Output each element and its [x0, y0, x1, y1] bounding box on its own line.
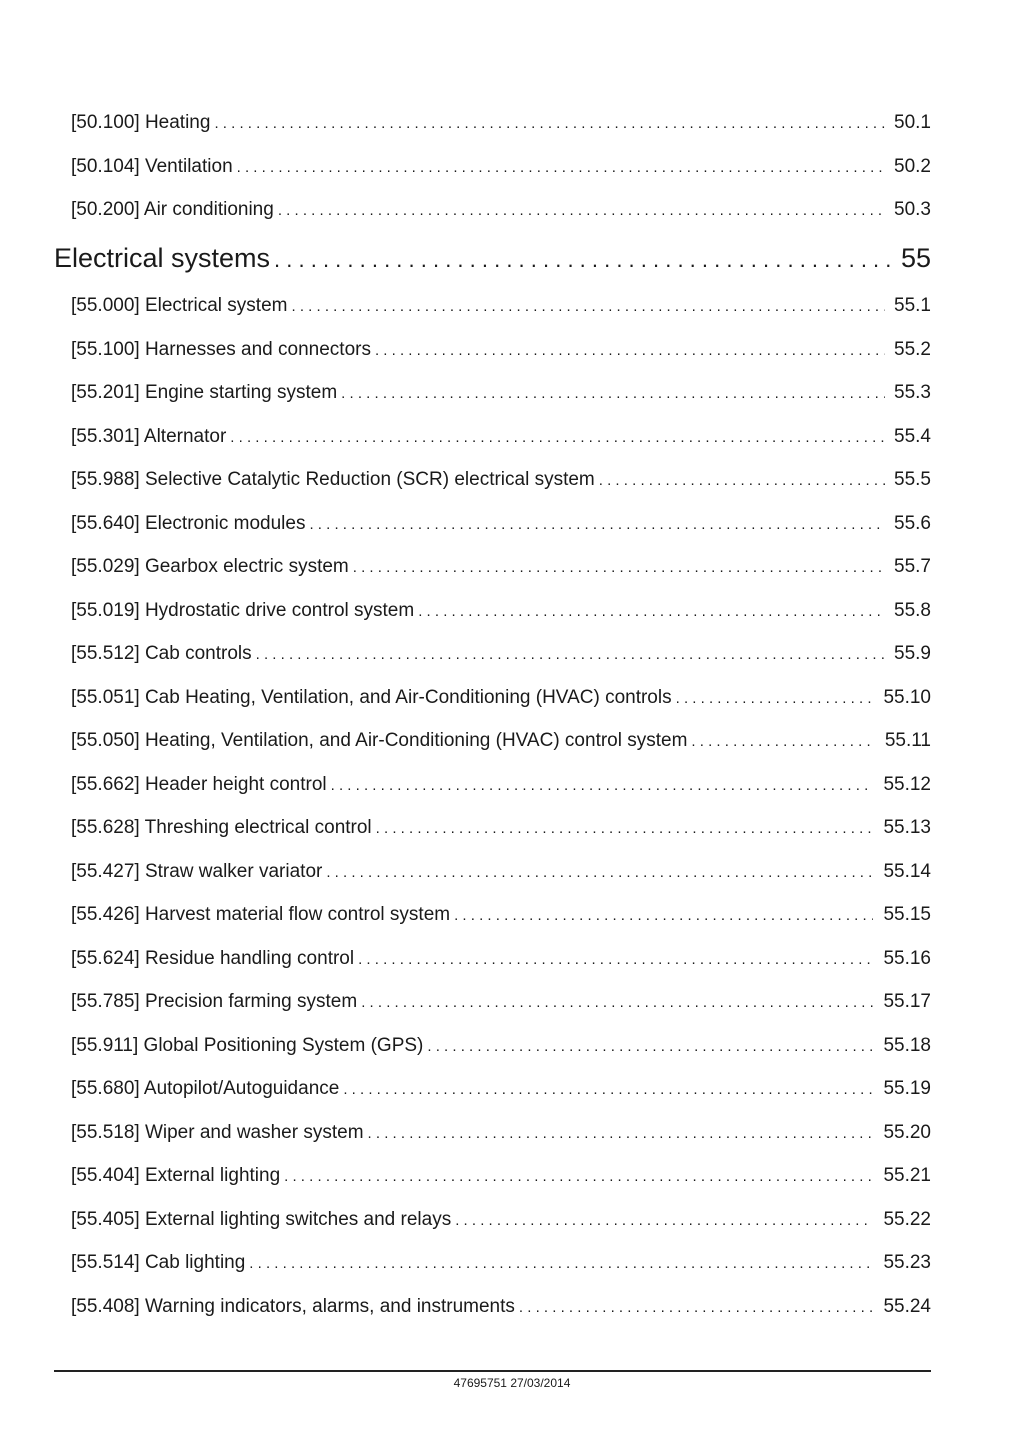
leader-dots — [326, 864, 873, 881]
toc-entry-page: 55.18 — [883, 1035, 931, 1056]
footer-divider — [54, 1370, 931, 1372]
leader-dots — [249, 1255, 873, 1272]
toc-entry-label: [55.628] Threshing electrical control — [71, 817, 372, 838]
toc-entry-page: 55.1 — [894, 295, 931, 316]
toc-entry-page: 55.9 — [894, 643, 931, 664]
toc-entry-page: 55.17 — [883, 991, 931, 1012]
toc-entry[interactable] — [71, 382, 931, 404]
footer-document-id: 47695751 27/03/2014 — [453, 1376, 571, 1390]
leader-dots — [341, 385, 885, 402]
toc-entry-label: [55.301] Alternator — [71, 426, 227, 447]
toc-entry-page: 55.10 — [883, 687, 931, 708]
toc-entry-label: [55.029] Gearbox electric system — [71, 556, 349, 577]
section-page: 55 — [900, 243, 931, 273]
toc-entry[interactable] — [71, 1209, 931, 1231]
toc-entry-label: [55.201] Engine starting system — [71, 382, 338, 403]
leader-dots — [599, 472, 885, 489]
toc-entry[interactable] — [71, 469, 931, 491]
toc-entry-page: 55.15 — [883, 904, 931, 925]
toc-entry-page: 55.13 — [883, 817, 931, 838]
toc-entry[interactable] — [71, 199, 931, 221]
toc-entry[interactable] — [71, 339, 931, 361]
toc-entry-label: [55.640] Electronic modules — [71, 513, 306, 534]
toc-entry[interactable] — [71, 426, 931, 448]
leader-dots — [676, 690, 873, 707]
leader-dots — [375, 342, 885, 359]
toc-entry-label: [55.404] External lighting — [71, 1165, 281, 1186]
toc-entry-label: [55.514] Cab lighting — [71, 1252, 246, 1273]
toc-entry-label: [55.000] Electrical system — [71, 295, 288, 316]
leader-dots — [368, 1125, 873, 1142]
leader-dots — [274, 247, 895, 273]
leader-dots — [278, 202, 885, 219]
toc-entry[interactable] — [71, 1296, 931, 1318]
toc-entry[interactable] — [71, 156, 931, 178]
toc-entry-page: 55.14 — [883, 861, 931, 882]
toc-entry-label: [55.050] Heating, Ventilation, and Air-Conditioning (HVAC) control system — [71, 730, 688, 751]
toc-entry-page: 55.19 — [883, 1078, 931, 1099]
leader-dots — [331, 777, 873, 794]
toc-entry-label: [55.051] Cab Heating, Ventilation, and Air-Conditioning (HVAC) controls — [71, 687, 672, 708]
toc-entry-label: [55.408] Warning indicators, alarms, and instruments — [71, 1296, 515, 1317]
leader-dots — [455, 1212, 873, 1229]
toc-entry[interactable] — [71, 643, 931, 665]
toc-entry[interactable] — [71, 817, 931, 839]
leader-dots — [358, 951, 873, 968]
toc-entry[interactable] — [71, 948, 931, 970]
toc-entry[interactable] — [71, 774, 931, 796]
toc-section-heading[interactable] — [54, 243, 931, 274]
leader-dots — [309, 516, 885, 533]
toc-entry[interactable] — [71, 1165, 931, 1187]
toc-entry[interactable] — [71, 861, 931, 883]
toc-entry-label: [55.100] Harnesses and connectors — [71, 339, 371, 360]
toc-entry-label: [55.624] Residue handling control — [71, 948, 355, 969]
toc-entry-page: 55.21 — [883, 1165, 931, 1186]
toc-entry[interactable] — [71, 600, 931, 622]
leader-dots — [427, 1038, 873, 1055]
leader-dots — [454, 907, 873, 924]
toc-entry-page: 55.8 — [894, 600, 931, 621]
toc-entry-page: 55.4 — [894, 426, 931, 447]
toc-entry-page: 55.11 — [884, 730, 931, 751]
toc-entry[interactable] — [71, 904, 931, 926]
toc-entry[interactable] — [71, 295, 931, 317]
toc-entry-label: [50.100] Heating — [71, 112, 211, 133]
section-title: Electrical systems — [54, 243, 271, 273]
toc-entry[interactable] — [71, 1122, 931, 1144]
toc-entry-label: [55.019] Hydrostatic drive control system — [71, 600, 415, 621]
toc-entry-label: [55.427] Straw walker variator — [71, 861, 323, 882]
toc-entry-page: 55.23 — [883, 1252, 931, 1273]
leader-dots — [353, 559, 885, 576]
leader-dots — [237, 159, 885, 176]
toc-entry-page: 55.2 — [894, 339, 931, 360]
toc-entry[interactable] — [71, 1078, 931, 1100]
toc-entry-label: [55.785] Precision farming system — [71, 991, 358, 1012]
toc-entry-label: [55.988] Selective Catalytic Reduction (SCR) electrical system — [71, 469, 595, 490]
toc-entry-label: [55.405] External lighting switches and relays — [71, 1209, 452, 1230]
toc-entry[interactable] — [71, 1035, 931, 1057]
leader-dots — [691, 733, 873, 750]
leader-dots — [291, 298, 885, 315]
toc-entry-page: 55.20 — [883, 1122, 931, 1143]
toc-entry-label: [55.680] Autopilot/Autoguidance — [71, 1078, 340, 1099]
toc-entry[interactable] — [71, 687, 931, 709]
toc-entry[interactable] — [71, 513, 931, 535]
toc-entry-page: 55.5 — [894, 469, 931, 490]
leader-dots — [256, 646, 885, 663]
toc-entry-page: 55.12 — [883, 774, 931, 795]
toc-entry[interactable] — [71, 991, 931, 1013]
leader-dots — [343, 1081, 873, 1098]
toc-entry-page: 55.6 — [894, 513, 931, 534]
leader-dots — [519, 1299, 873, 1316]
toc-entry-label: [55.426] Harvest material flow control system — [71, 904, 451, 925]
toc-entry-page: 55.22 — [883, 1209, 931, 1230]
toc-entry[interactable] — [71, 112, 931, 134]
toc-entry-page: 50.3 — [894, 199, 931, 220]
leader-dots — [376, 820, 873, 837]
toc-entry-label: [50.104] Ventilation — [71, 156, 233, 177]
toc-entry[interactable] — [71, 556, 931, 578]
toc-entry-page: 55.16 — [883, 948, 931, 969]
toc-entry-label: [50.200] Air conditioning — [71, 199, 274, 220]
leader-dots — [418, 603, 885, 620]
toc-entry-page: 55.3 — [894, 382, 931, 403]
leader-dots — [230, 429, 885, 446]
toc-entry-page: 55.24 — [883, 1296, 931, 1317]
toc-entry[interactable] — [71, 730, 931, 752]
toc-entry-page: 50.2 — [894, 156, 931, 177]
toc-entry-label: [55.518] Wiper and washer system — [71, 1122, 364, 1143]
leader-dots — [361, 994, 873, 1011]
toc-entry[interactable] — [71, 1252, 931, 1274]
toc-entry-label: [55.911] Global Positioning System (GPS) — [71, 1035, 424, 1056]
leader-dots — [284, 1168, 873, 1185]
toc-entry-label: [55.512] Cab controls — [71, 643, 252, 664]
toc-entry-page: 50.1 — [894, 112, 931, 133]
toc-entry-page: 55.7 — [894, 556, 931, 577]
leader-dots — [214, 115, 885, 132]
toc-entry-label: [55.662] Header height control — [71, 774, 327, 795]
